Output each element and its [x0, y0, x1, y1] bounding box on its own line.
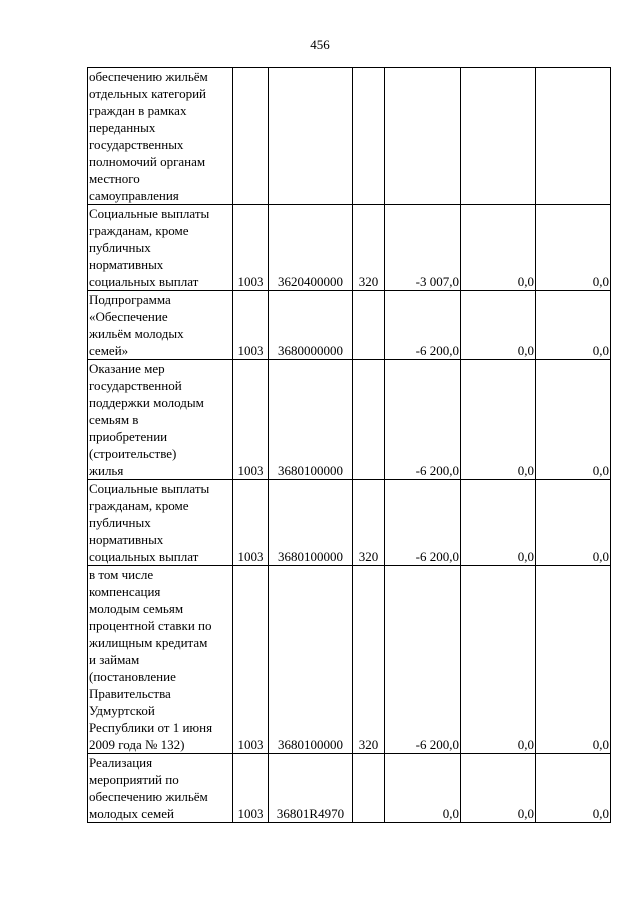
row-name-line: социальных выплат: [89, 274, 199, 289]
row-name-line: нормативных: [89, 257, 164, 272]
amount-cell-1: -6 200,0: [385, 360, 461, 480]
row-name-line: социальных выплат: [89, 549, 199, 564]
target-article-cell: 3680100000: [269, 566, 353, 754]
row-name-line: обеспечению жильём: [89, 789, 208, 804]
amount-cell-2: [461, 68, 536, 205]
row-name-line: (постановление: [89, 669, 176, 684]
expense-type-cell: [353, 68, 385, 205]
amount-cell-3: [536, 68, 611, 205]
target-article-cell: 3680100000: [269, 360, 353, 480]
expense-type-cell: [353, 291, 385, 360]
amount-cell-3: 0,0: [536, 566, 611, 754]
row-name-line: 2009 года № 132): [89, 737, 185, 752]
amount-cell-1: 0,0: [385, 754, 461, 823]
expense-type-cell: [353, 360, 385, 480]
row-name-line: переданных: [89, 120, 156, 135]
amount-cell-3: 0,0: [536, 754, 611, 823]
amount-cell-3: 0,0: [536, 291, 611, 360]
amount-cell-1: -6 200,0: [385, 480, 461, 566]
row-name-line: государственной: [89, 378, 182, 393]
budget-table: [87, 67, 611, 823]
amount-cell-2: 0,0: [461, 291, 536, 360]
row-name-line: полномочий органам: [89, 154, 206, 169]
amount-cell-2: 0,0: [461, 754, 536, 823]
row-name-cell: [88, 754, 233, 823]
target-article-cell: [269, 68, 353, 205]
row-name-line: приобретении: [89, 429, 168, 444]
row-name-line: Республики от 1 июня: [89, 720, 213, 735]
amount-cell-2: 0,0: [461, 480, 536, 566]
amount-cell-3: 0,0: [536, 480, 611, 566]
row-name-line: граждан в рамках: [89, 103, 187, 118]
row-name-line: Правительства: [89, 686, 171, 701]
target-article-cell: 3620400000: [269, 205, 353, 291]
row-name-line: местного: [89, 171, 140, 186]
row-name-cell: [88, 566, 233, 754]
row-name-line: семей»: [89, 343, 129, 358]
row-name-line: Удмуртской: [89, 703, 155, 718]
amount-cell-3: 0,0: [536, 360, 611, 480]
amount-cell-1: [385, 68, 461, 205]
row-name-line: гражданам, кроме: [89, 498, 189, 513]
row-name-line: Реализация: [89, 755, 153, 770]
amount-cell-1: -3 007,0: [385, 205, 461, 291]
expense-type-cell: 320: [353, 480, 385, 566]
row-name-line: гражданам, кроме: [89, 223, 189, 238]
row-name-line: мероприятий по: [89, 772, 179, 787]
row-name-line: Социальные выплаты: [89, 481, 210, 496]
expense-type-cell: 320: [353, 205, 385, 291]
row-name-line: в том числе: [89, 567, 154, 582]
amount-cell-1: -6 200,0: [385, 291, 461, 360]
row-name-line: Оказание мер: [89, 361, 165, 376]
page-number: 456: [310, 37, 330, 52]
row-name-cell: [88, 360, 233, 480]
row-name-line: обеспечению жильём: [89, 69, 208, 84]
row-name-line: нормативных: [89, 532, 164, 547]
section-code-cell: 1003: [233, 754, 269, 823]
section-code-cell: 1003: [233, 291, 269, 360]
row-name-line: семьям в: [89, 412, 139, 427]
row-name-cell: [88, 480, 233, 566]
target-article-cell: 3680100000: [269, 480, 353, 566]
row-name-line: жилья: [89, 463, 124, 478]
row-name-line: компенсация: [89, 584, 161, 599]
amount-cell-3: 0,0: [536, 205, 611, 291]
row-name-line: жилищным кредитам: [89, 635, 208, 650]
row-name-line: публичных: [89, 515, 151, 530]
amount-cell-2: 0,0: [461, 360, 536, 480]
table-row: [88, 360, 611, 480]
row-name-line: процентной ставки по: [89, 618, 212, 633]
expense-type-cell: 320: [353, 566, 385, 754]
row-name-line: молодым семьям: [89, 601, 184, 616]
row-name-line: жильём молодых: [89, 326, 184, 341]
table-row: [88, 291, 611, 360]
section-code-cell: 1003: [233, 566, 269, 754]
amount-cell-2: 0,0: [461, 205, 536, 291]
row-name-line: Социальные выплаты: [89, 206, 210, 221]
row-name-line: отдельных категорий: [89, 86, 207, 101]
row-name-cell: [88, 68, 233, 205]
row-name-line: поддержки молодым: [89, 395, 204, 410]
section-code-cell: 1003: [233, 205, 269, 291]
table-row: [88, 205, 611, 291]
section-code-cell: 1003: [233, 480, 269, 566]
row-name-line: государственных: [89, 137, 184, 152]
row-name-line: публичных: [89, 240, 151, 255]
row-name-line: (строительстве): [89, 446, 177, 461]
row-name-line: Подпрограмма: [89, 292, 171, 307]
row-name-line: молодых семей: [89, 806, 174, 821]
target-article-cell: 3680000000: [269, 291, 353, 360]
row-name-cell: [88, 205, 233, 291]
target-article-cell: 36801R4970: [269, 754, 353, 823]
table-body: [88, 68, 611, 823]
table-row: [88, 754, 611, 823]
amount-cell-1: -6 200,0: [385, 566, 461, 754]
section-code-cell: 1003: [233, 360, 269, 480]
expense-type-cell: [353, 754, 385, 823]
row-name-line: самоуправления: [89, 188, 179, 203]
section-code-cell: [233, 68, 269, 205]
table-row: [88, 480, 611, 566]
row-name-cell: [88, 291, 233, 360]
row-name-line: «Обеспечение: [89, 309, 168, 324]
row-name-line: и займам: [89, 652, 140, 667]
table-row: [88, 68, 611, 205]
table-row: [88, 566, 611, 754]
amount-cell-2: 0,0: [461, 566, 536, 754]
